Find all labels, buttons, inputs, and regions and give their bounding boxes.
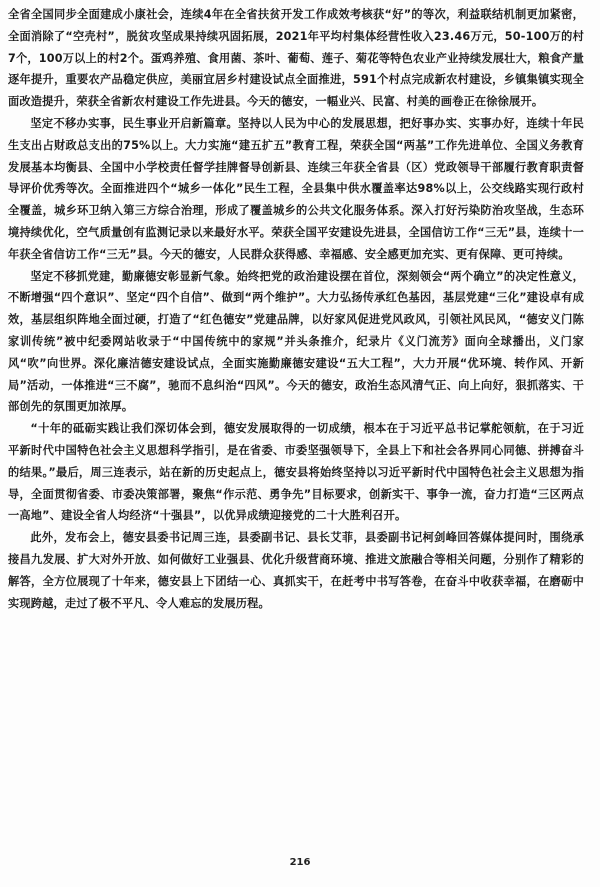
document-body [8, 4, 584, 614]
paragraph-rural-revitalization: 全省全国同步全面建成小康社会，连续4年在全省扶贫开发工作成效考核获“好”的等次，利益联结机制更加紧密，全面消除了“空壳村”，脱贫攻坚成果持续巩固拓展，2021年平均村集体经营性收入23.46万元，50-100万的村7个，100万以上的村2个。蛋鸡养殖、食用菌、茶叶、葡萄、莲子、菊花等特色农业产业持续发展壮大，粮食产量逐年提升，重要农产品稳定供应，美丽宜居乡村建设试点全面推进，591个村点完成新农村建设，乡镇集镇实现全面改造提升，荣获全省新农村建设工作先进县。今天的德安，一幅业兴、民富、村美的画卷正在徐徐展开。 [8, 8, 584, 109]
paragraph-party-building: 坚定不移抓党建，勤廉德安彰显新气象。始终把党的政治建设摆在首位，深刻领会“两个确立”的决定性意义，不断增强“四个意识”、坚定“四个自信”、做到“两个维护”。大力弘扬传承红色基因，基层党建“三化”建设卓有成效，基层组织阵地全面过硬，打造了“红色德安”党建品牌，以好家风促进党风政风，引领社风民风，“德安义门陈家训传统”被中纪委网站收录于“中国传统中的家规”并头条推介，纪录片《义门流芳》面向全球播出，义门家风“吹”向世界。深化廉洁德安建设试点，全面实施勤廉德安建设“五大工程”，大力开展“优环境、转作风、开新局”活动，一体推进“三不腐”，驰而不息纠治“四风”。今天的德安，政治生态风清气正、向上向好，狠抓落实、干部创先的氛围更加浓厚。 [8, 269, 584, 414]
page-number: 216 [289, 857, 311, 868]
paragraph-quote-summary: “十年的砥砺实践让我们深切体会到，德安发展取得的一切成绩，根本在于习近平总书记掌舵领航，在于习近平新时代中国特色社会主义思想科学指引，是在省委、市委坚强领导下，全县上下和社会各界同心同德、拼搏奋斗的结果。”最后，周三连表示，站在新的历史起点上，德安县将始终坚持以习近平新时代中国特色社会主义思想为指导，全面贯彻省委、市委决策部署，聚焦“作示范、勇争先”目标要求，创新实干、事争一流，奋力打造“三区两点一高地”、建设全省人均经济“十强县”，以优异成绩迎接党的二十大胜利召开。 [8, 422, 584, 523]
paragraph-press-conference: 此外，发布会上，德安县委书记周三连，县委副书记、县长艾菲，县委副书记柯剑峰回答媒体提问时，围绕承接昌九发展、扩大对外开放、如何做好工业强县、优化升级营商环境、推进文旅融合等相关问题，分别作了精彩的解答，全方位展现了十年来，德安县上下团结一心、真抓实干，在赶考中书写答卷，在奋斗中收获幸福，在磨砺中实现跨越，走过了极不平凡、令人难忘的发展历程。 [8, 531, 584, 610]
paragraph-livelihood: 坚定不移办实事，民生事业开启新篇章。坚持以人民为中心的发展思想，把好事办实、实事办好，连续十年民生支出占财政总支出的75%以上。大力实施“建五扩五”教育工程，荣获全国“两基”工作先进单位、全国义务教育发展基本均衡县、全国中小学校责任督学挂牌督导创新县、连续三年获全省县（区）党政领导干部履行教育职责督导评价优秀等次。全面推进四个“城乡一体化”民生工程，全县集中供水覆盖率达98%以上，公交线路实现行政村全覆盖，城乡环卫纳入第三方综合治理，形成了覆盖城乡的公共文化服务体系。深入打好污染防治攻坚战，生态环境持续优化，空气质量创有监测记录以来最好水平。荣获全国平安建设先进县，全国信访工作“三无”县，连续十一年获全省信访工作“三无”县。今天的德安，人民群众获得感、幸福感、安全感更加充实、更有保障、更可持续。 [8, 116, 584, 261]
